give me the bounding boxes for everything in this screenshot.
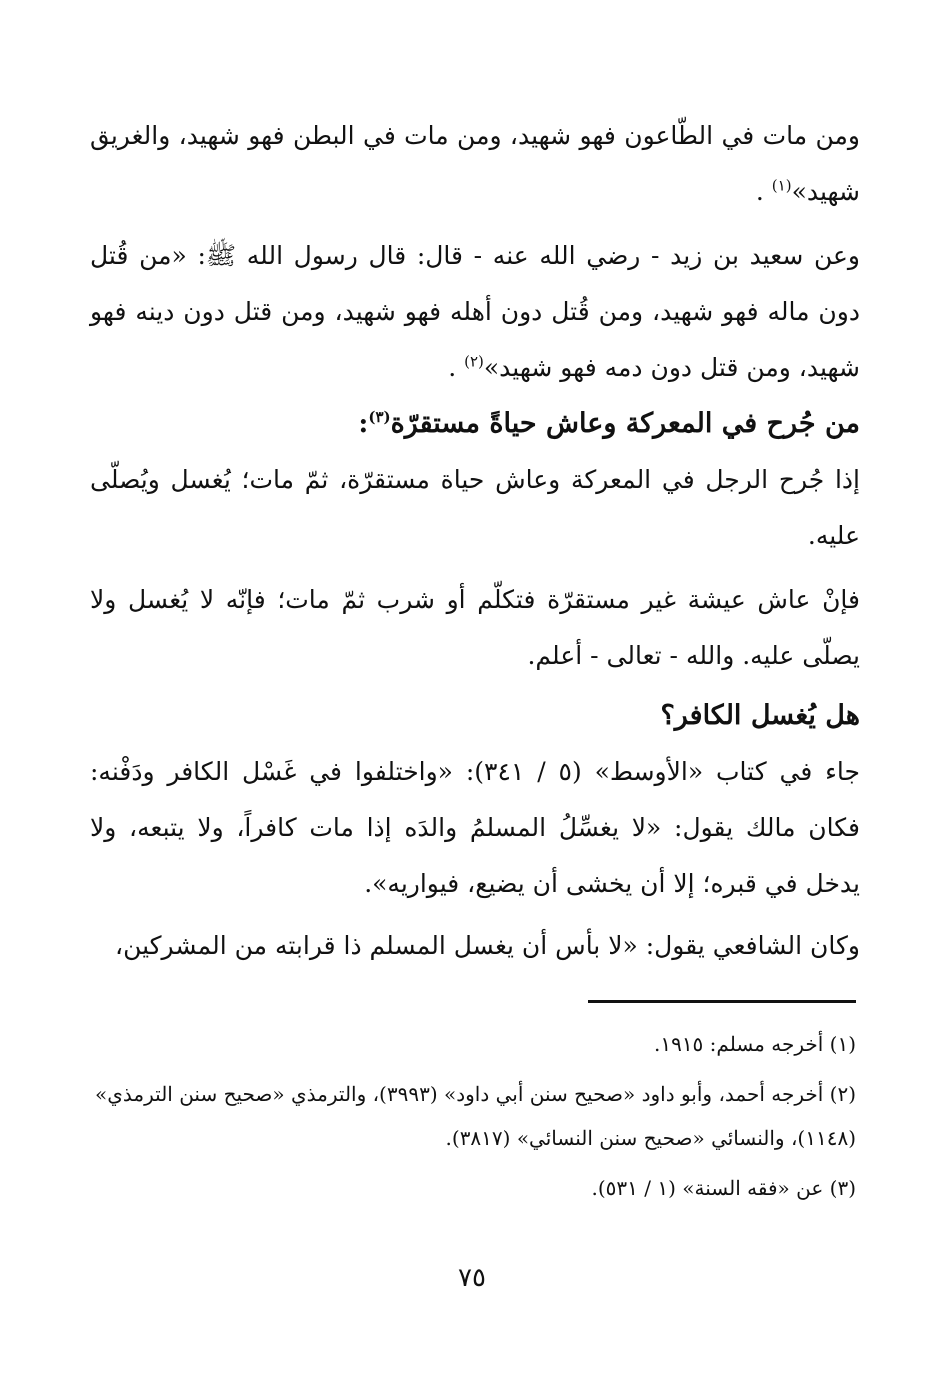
paragraph-text: وعن سعيد بن زيد - رضي الله عنه - قال: قال رسول الله ﷺ: «من قُتل دون ماله فهو شهيد، ومن قُتل دون أهله فهو شهيد، ومن قتل دون دينه فهو شهيد، ومن قتل دون دمه فهو شهيد» [90,241,860,382]
paragraph-al-awsat-quote: جاء في كتاب «الأوسط» (٥ / ٣٤١): «واختلفوا في غَسْل الكافر ودَفْنه: فكان مالك يقول: «لا يغسِّلُ المسلمُ والدَه إذا مات كافراً، ولا يتبعه، ولا يدخل في قبره؛ إلا أن يخشى أن يضيع، فيواريه». [90,757,860,898]
footnote-ref-1: (١) [771,176,792,195]
paragraph-end-mark: . [448,353,457,382]
paragraph-unstable-life: فإنْ عاش عيشة غير مستقرّة فتكلّم أو شرب ثمّ مات؛ فإنّه لا يُغسل ولا يصلّى عليه. والله - تعالى - أعلم. [90,585,860,670]
body-text [90,108,860,974]
section-heading-washing-disbeliever: هل يُغسل الكافر؟ [660,700,860,731]
heading-end-mark: : [358,408,369,439]
footnote-ref-2: (٢) [464,352,484,371]
paragraph-shafii-quote: وكان الشافعي يقول: «لا بأس أن يغسل المسلم ذا قرابته من المشركين، [115,931,860,960]
footnote-2: (٢) أخرجه أحمد، وأبو داود «صحيح سنن أبي داود» (٣٩٩٣)، والترمذي «صحيح سنن الترمذي» (١١٤٨)، والنسائي «صحيح سنن النسائي» (٣٨١٧). [95,1082,856,1150]
heading-text: من جُرح في المعركة وعاش حياةً مستقرّة [390,408,860,439]
footnote-ref-3: (٣) [368,408,391,426]
footnote-1: (١) أخرجه مسلم: ١٩١٥. [653,1032,856,1056]
paragraph-hadith-martyrs [90,108,860,220]
footnote-separator [588,1000,856,1003]
paragraph-said-bin-zaid [90,228,860,396]
page-number: ٧٥ [458,1263,486,1293]
paragraph-end-mark: . [755,177,764,206]
footnotes [84,1022,856,1216]
footnote-3: (٣) عن «فقه السنة» (١ / ٥٣١). [591,1176,856,1200]
paragraph-text: ومن مات في الطّاعون فهو شهيد، ومن مات في البطن فهو شهيد، والغريق شهيد» [90,121,860,206]
section-heading-wounded [90,396,860,452]
paragraph-wounded-rule: إذا جُرح الرجل في المعركة وعاش حياة مستقرّة، ثمّ مات؛ يُغسل ويُصلّى عليه. [90,465,860,550]
